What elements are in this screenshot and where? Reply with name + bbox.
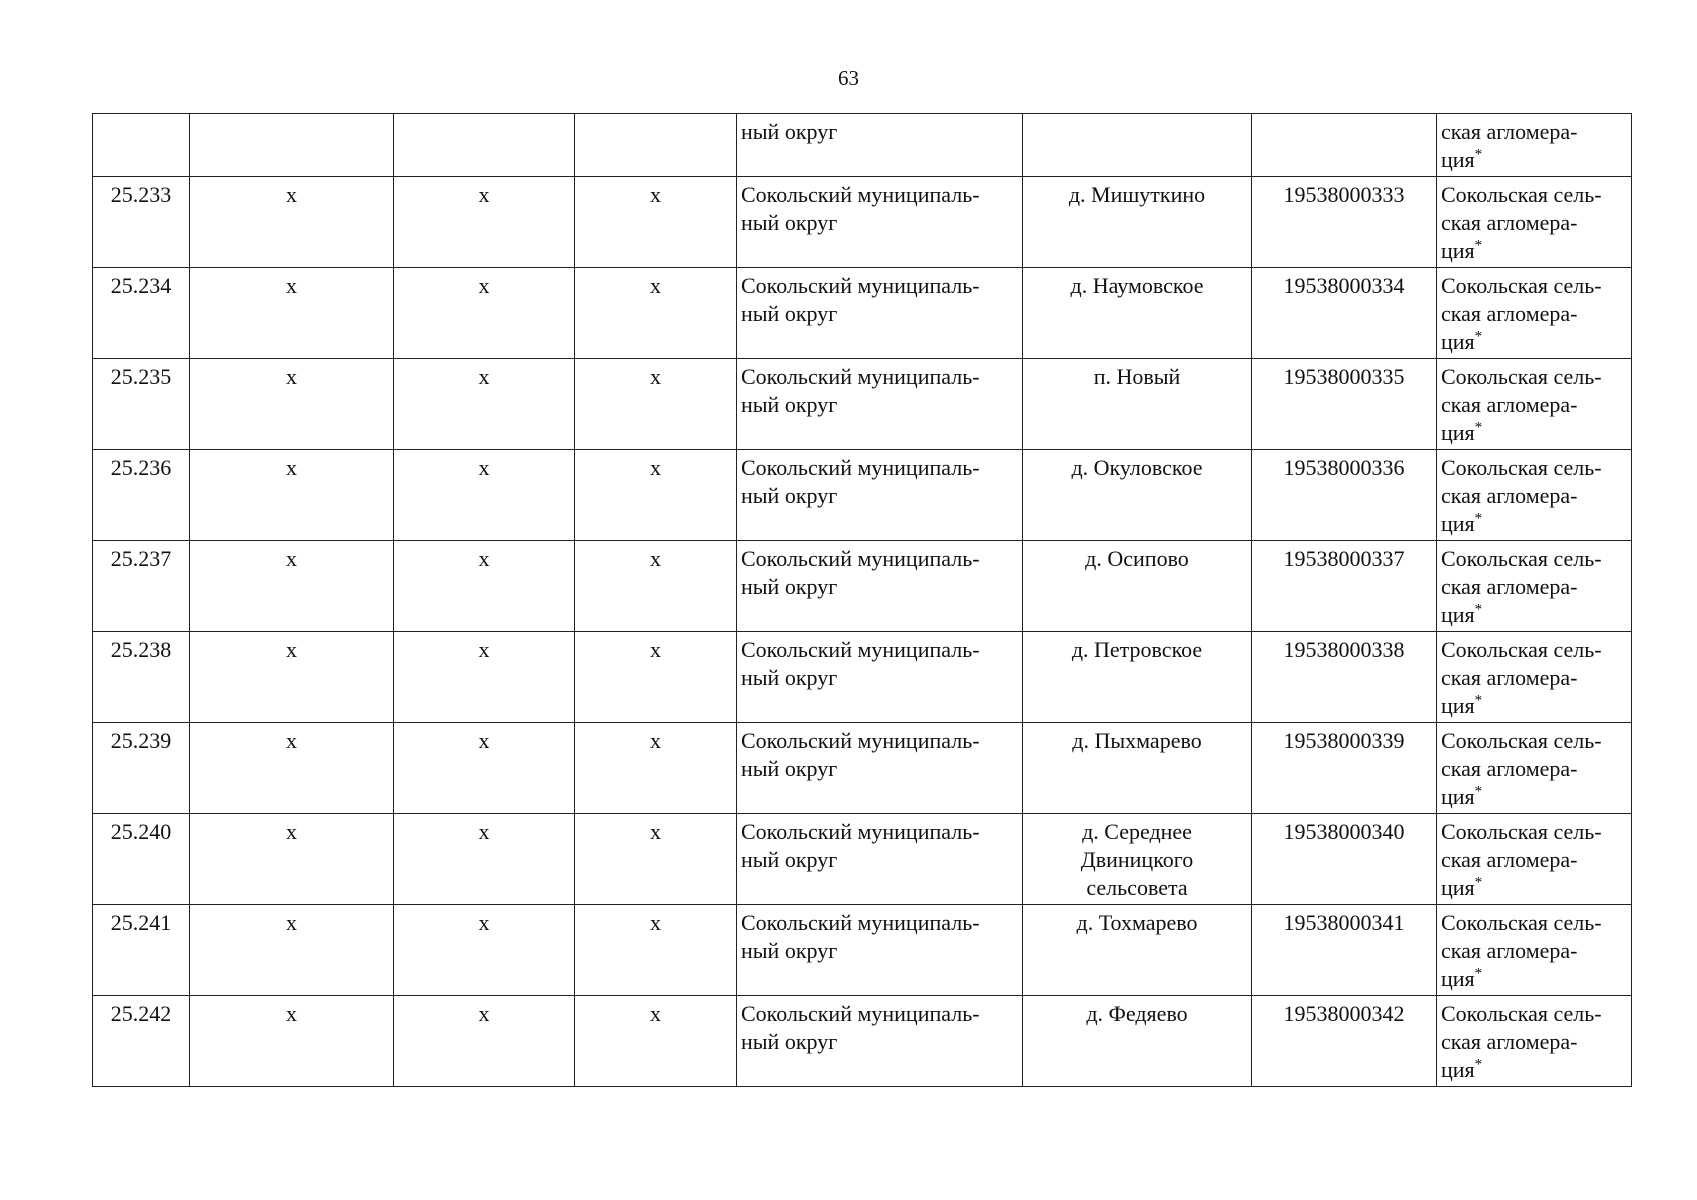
cell-place: [1023, 268, 1252, 359]
cell-col2: х: [190, 177, 394, 268]
district-text: Сокольский муниципаль- ный округ: [741, 637, 980, 690]
table-row: [93, 359, 1632, 450]
cell-place: [1023, 177, 1252, 268]
footnote-asterisk: *: [1474, 328, 1483, 345]
cell-code: 19538000337: [1252, 541, 1437, 632]
cell-agglomeration: [1437, 177, 1632, 268]
cell-col4: х: [575, 723, 737, 814]
cell-col2: х: [190, 268, 394, 359]
agglomeration-text: Сокольская сель- ская агломера- ция: [1441, 455, 1602, 536]
agglomeration-text: Сокольская сель- ская агломера- ция: [1441, 728, 1602, 809]
agglomeration-text: Сокольская сель- ская агломера- ция: [1441, 1001, 1602, 1082]
cell-place: [1023, 905, 1252, 996]
cell-code: 19538000336: [1252, 450, 1437, 541]
place-text: д. Осипово: [1085, 546, 1189, 571]
footnote-asterisk: *: [1474, 783, 1483, 800]
table-row: [93, 905, 1632, 996]
cell-code: 19538000338: [1252, 632, 1437, 723]
cell-col4: х: [575, 359, 737, 450]
district-text: Сокольский муниципаль- ный округ: [741, 819, 980, 872]
place-text: д. Мишуткино: [1068, 182, 1206, 207]
cell-code: 19538000342: [1252, 996, 1437, 1087]
agglomeration-text: Сокольская сель- ская агломера- ция: [1441, 910, 1602, 991]
cell-col2: [190, 114, 394, 177]
cell-col3: х: [394, 268, 575, 359]
cell-place: [1023, 359, 1252, 450]
table-body: [93, 114, 1632, 1087]
cell-col4: х: [575, 632, 737, 723]
page-number: 63: [838, 66, 859, 90]
district-text: Сокольский муниципаль- ный округ: [741, 364, 980, 417]
cell-district: [737, 450, 1023, 541]
cell-place: [1023, 814, 1252, 905]
cell-col4: х: [575, 814, 737, 905]
cell-col4: х: [575, 996, 737, 1087]
cell-agglomeration: [1437, 905, 1632, 996]
footnote-asterisk: *: [1474, 601, 1483, 618]
cell-number: 25.241: [93, 905, 190, 996]
cell-place: [1023, 450, 1252, 541]
agglomeration-text: Сокольская сель- ская агломера- ция: [1441, 637, 1602, 718]
footnote-asterisk: *: [1474, 692, 1483, 709]
agglomeration-text: Сокольская сель- ская агломера- ция: [1441, 182, 1602, 263]
cell-code: 19538000340: [1252, 814, 1437, 905]
district-text: ный округ: [741, 119, 838, 144]
cell-district: [737, 114, 1023, 177]
place-text: д. Окуловское: [1071, 455, 1203, 480]
cell-agglomeration: [1437, 632, 1632, 723]
table-row: [93, 996, 1632, 1087]
cell-place: [1023, 114, 1252, 177]
cell-code: 19538000339: [1252, 723, 1437, 814]
cell-col4: х: [575, 268, 737, 359]
district-text: Сокольский муниципаль- ный округ: [741, 182, 980, 235]
cell-district: [737, 268, 1023, 359]
cell-place: [1023, 723, 1252, 814]
agglomeration-text: Сокольская сель- ская агломера- ция: [1441, 819, 1602, 900]
table-row: [93, 723, 1632, 814]
footnote-asterisk: *: [1474, 419, 1483, 436]
footnote-asterisk: *: [1474, 965, 1483, 982]
place-text: д. Федяево: [1086, 1001, 1188, 1026]
cell-col4: х: [575, 177, 737, 268]
place-text: д. Петровское: [1071, 637, 1203, 662]
cell-col3: х: [394, 632, 575, 723]
cell-district: [737, 177, 1023, 268]
table-row: [93, 177, 1632, 268]
cell-col4: х: [575, 541, 737, 632]
cell-agglomeration: [1437, 814, 1632, 905]
cell-number: 25.234: [93, 268, 190, 359]
agglomeration-text: ская агломера- ция: [1441, 119, 1578, 172]
cell-number: 25.235: [93, 359, 190, 450]
cell-code: 19538000334: [1252, 268, 1437, 359]
footnote-asterisk: *: [1474, 874, 1483, 891]
footnote-asterisk: *: [1474, 146, 1483, 163]
cell-col3: х: [394, 723, 575, 814]
cell-code: 19538000335: [1252, 359, 1437, 450]
footnote-asterisk: *: [1474, 510, 1483, 527]
place-text: д. Наумовское: [1070, 273, 1204, 298]
agglomeration-text: Сокольская сель- ская агломера- ция: [1441, 546, 1602, 627]
cell-number: 25.239: [93, 723, 190, 814]
cell-col3: х: [394, 814, 575, 905]
place-text: п. Новый: [1093, 364, 1181, 389]
cell-col3: х: [394, 905, 575, 996]
cell-place: [1023, 541, 1252, 632]
cell-code: [1252, 114, 1437, 177]
cell-number: 25.238: [93, 632, 190, 723]
agglomeration-text: Сокольская сель- ская агломера- ция: [1441, 364, 1602, 445]
cell-col2: х: [190, 723, 394, 814]
place-text: д. Тохмарево: [1076, 910, 1198, 935]
table-row: [93, 541, 1632, 632]
cell-col4: х: [575, 450, 737, 541]
cell-number: 25.233: [93, 177, 190, 268]
cell-district: [737, 632, 1023, 723]
cell-col2: х: [190, 632, 394, 723]
cell-number: 25.237: [93, 541, 190, 632]
district-text: Сокольский муниципаль- ный округ: [741, 1001, 980, 1054]
cell-number: 25.236: [93, 450, 190, 541]
cell-place: [1023, 996, 1252, 1087]
cell-number: 25.242: [93, 996, 190, 1087]
cell-agglomeration: [1437, 359, 1632, 450]
district-text: Сокольский муниципаль- ный округ: [741, 455, 980, 508]
cell-col2: х: [190, 996, 394, 1087]
cell-col3: х: [394, 177, 575, 268]
cell-col3: х: [394, 450, 575, 541]
cell-place: [1023, 632, 1252, 723]
cell-agglomeration: [1437, 114, 1632, 177]
table-row: [93, 814, 1632, 905]
cell-agglomeration: [1437, 268, 1632, 359]
cell-col3: [394, 114, 575, 177]
cell-code: 19538000341: [1252, 905, 1437, 996]
cell-district: [737, 723, 1023, 814]
table-row: [93, 114, 1632, 177]
footnote-asterisk: *: [1474, 1056, 1483, 1073]
cell-col2: х: [190, 541, 394, 632]
settlements-table: [92, 113, 1632, 1087]
cell-agglomeration: [1437, 541, 1632, 632]
agglomeration-text: Сокольская сель- ская агломера- ция: [1441, 273, 1602, 354]
cell-district: [737, 359, 1023, 450]
cell-col2: х: [190, 905, 394, 996]
cell-code: 19538000333: [1252, 177, 1437, 268]
district-text: Сокольский муниципаль- ный округ: [741, 546, 980, 599]
cell-district: [737, 541, 1023, 632]
cell-agglomeration: [1437, 996, 1632, 1087]
table-row: [93, 450, 1632, 541]
cell-agglomeration: [1437, 450, 1632, 541]
cell-district: [737, 996, 1023, 1087]
footnote-asterisk: *: [1474, 237, 1483, 254]
cell-col2: х: [190, 814, 394, 905]
cell-col3: х: [394, 996, 575, 1087]
table-row: [93, 268, 1632, 359]
table-row: [93, 632, 1632, 723]
cell-number: 25.240: [93, 814, 190, 905]
cell-col2: х: [190, 450, 394, 541]
cell-col4: х: [575, 905, 737, 996]
cell-agglomeration: [1437, 723, 1632, 814]
place-text: д. Пыхмарево: [1072, 728, 1202, 753]
cell-col4: [575, 114, 737, 177]
cell-col2: х: [190, 359, 394, 450]
cell-col3: х: [394, 541, 575, 632]
district-text: Сокольский муниципаль- ный округ: [741, 728, 980, 781]
cell-number: [93, 114, 190, 177]
cell-col3: х: [394, 359, 575, 450]
district-text: Сокольский муниципаль- ный округ: [741, 910, 980, 963]
place-text: д. Середнее Двиницкого сельсовета: [1080, 819, 1194, 900]
district-text: Сокольский муниципаль- ный округ: [741, 273, 980, 326]
cell-district: [737, 814, 1023, 905]
cell-district: [737, 905, 1023, 996]
